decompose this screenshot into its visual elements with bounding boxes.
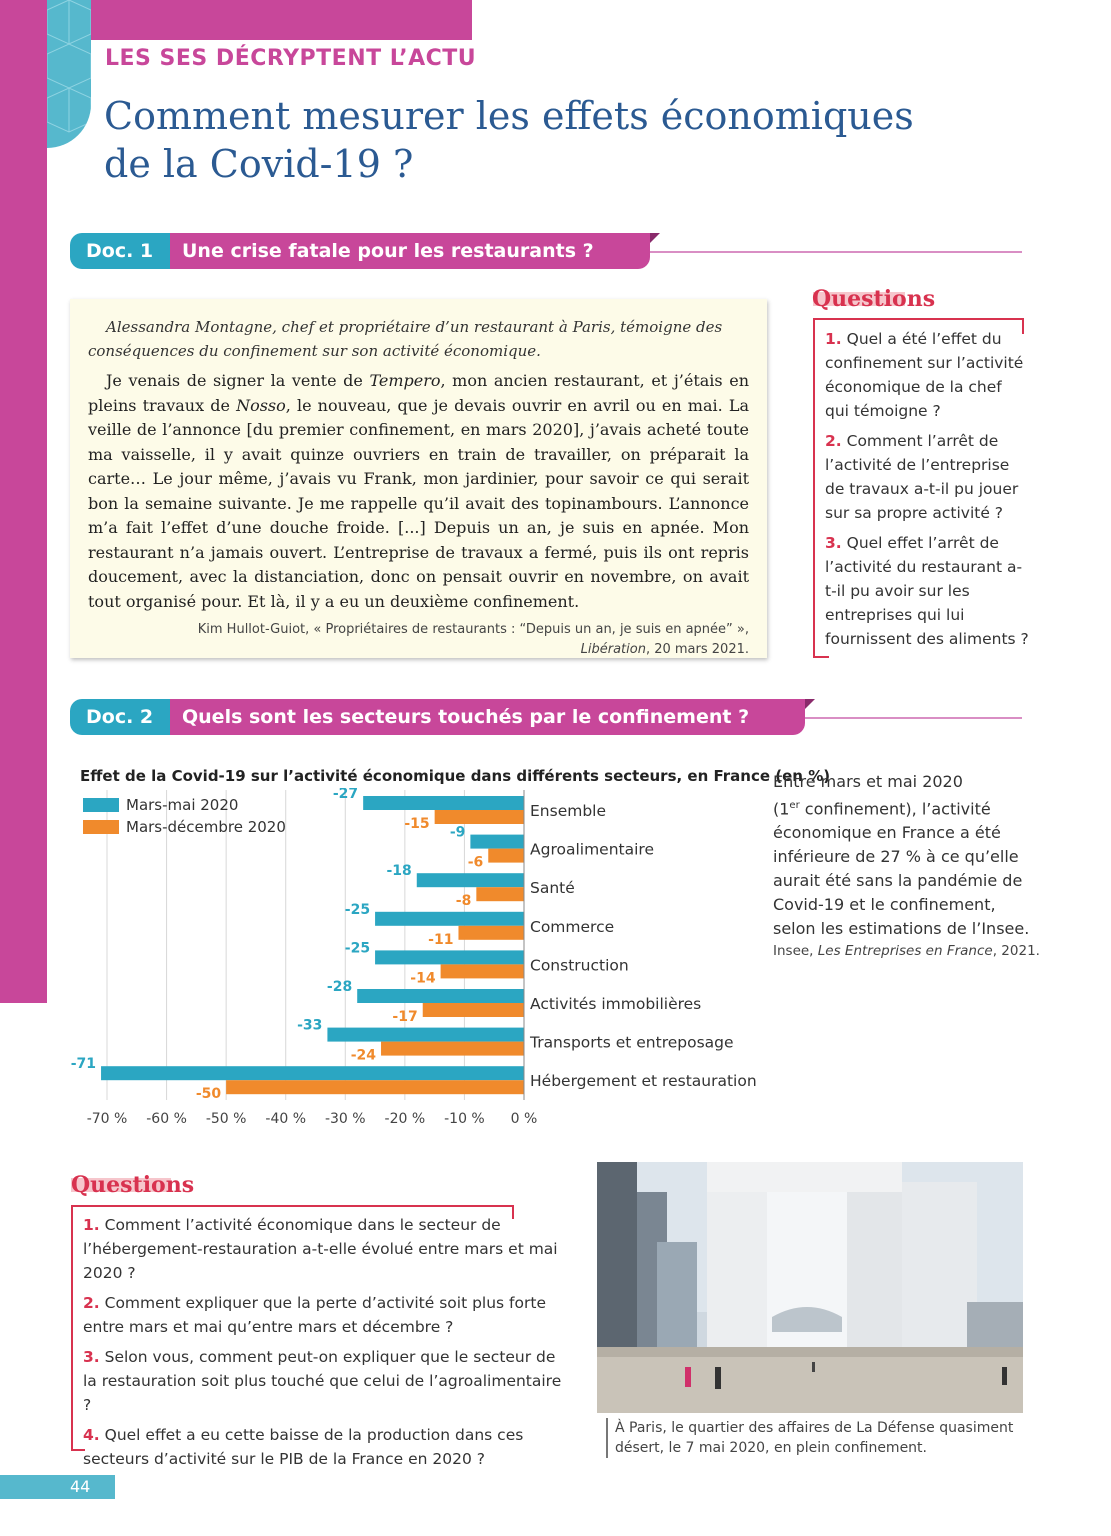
question-number: 2. xyxy=(83,1294,100,1312)
data-label: -11 xyxy=(428,931,454,948)
data-label: -27 xyxy=(332,788,359,802)
source-text: , 2021. xyxy=(992,943,1040,959)
hexagon-pattern-tab xyxy=(47,0,91,148)
data-label: -25 xyxy=(344,940,371,957)
legend-label: Mars-décembre 2020 xyxy=(126,818,286,836)
data-label: -28 xyxy=(326,979,353,995)
page-number: 44 xyxy=(70,1477,91,1496)
x-tick-label: -70 % xyxy=(86,1111,128,1127)
title-line-2: de la Covid-19 ? xyxy=(104,142,414,186)
source-journal: Libération xyxy=(580,642,646,657)
doc1-body xyxy=(88,369,749,614)
data-label: -8 xyxy=(455,893,472,910)
doc1-title: Une crise fatale pour les restaurants ? xyxy=(170,233,650,269)
doc1-rule xyxy=(650,251,1022,253)
question-item xyxy=(83,1291,563,1339)
bar xyxy=(381,1042,524,1056)
la-defense-photo xyxy=(597,1162,1023,1413)
question-item xyxy=(83,1213,563,1285)
bar xyxy=(357,989,524,1003)
aside-text: confinement), l’activité économique en France a été inférieure de 27 % à ce qu’elle aurait été sans la pandémie de Covid-19 et le confinement, selon les estimations de l’Insee. xyxy=(773,799,1030,939)
bar xyxy=(363,796,524,810)
questions-heading: Questions xyxy=(71,1172,195,1198)
doc2-title: Quels sont les secteurs touchés par le confinement ? xyxy=(170,699,805,735)
question-number: 3. xyxy=(83,1348,100,1366)
body-text: , le nouveau, que je devais ouvrir en avril ou en mai. La veille de l’annonce [du premier confinement, en mars 2020], j’avais acheté toute ma vaisselle, il y avait quinze ouvriers en train de travailler, on préparait la carte… Le jour même, j’avais vu Frank, mon jardinier, pour savoir ce qui serait bon la semaine suivante. Je me rappelle qu’il avait des topinambours. L’annonce m’a fait l’effet d’une douche froide. [...] Depuis un an, je suis en apnée. Mon restaurant n’a jamais ouvert. L’entreprise de travaux a fermé, puis ils ont repris doucement, avec la distanciation, donc on pensait ouvrir en novembre, on avait tout organisé pour. Et là, il y a eu un deuxième confinement. xyxy=(88,395,750,611)
question-number: 1. xyxy=(825,330,842,348)
x-tick-label: -50 % xyxy=(205,1111,247,1127)
question-item xyxy=(825,531,1030,651)
data-label: -6 xyxy=(467,854,484,871)
doc1-source xyxy=(88,620,749,660)
category-label: Activités immobilières xyxy=(530,995,702,1013)
questions2-list xyxy=(83,1213,563,1477)
bar xyxy=(375,912,524,926)
legend-swatch xyxy=(83,798,119,812)
bar xyxy=(441,964,524,978)
category-label: Commerce xyxy=(530,917,615,936)
body-text: , mon ancien restaurant, et j’étais en pleins travaux de xyxy=(88,371,749,415)
x-tick-label: -30 % xyxy=(324,1111,366,1127)
category-label: Hébergement et restauration xyxy=(530,1072,757,1091)
doc1-notch xyxy=(650,233,660,243)
bar xyxy=(476,887,524,901)
body-italic: Tempero xyxy=(369,371,441,390)
legend-label: Mars-mai 2020 xyxy=(126,796,239,814)
question-number: 3. xyxy=(825,534,842,552)
question-item xyxy=(83,1423,563,1471)
section-kicker: LES SES DÉCRYPTENT L’ACTU xyxy=(105,46,477,71)
category-label: Transports et entreposage xyxy=(530,1033,734,1052)
bar xyxy=(375,950,524,964)
aside-text: (1 xyxy=(773,799,790,819)
body-italic: Nosso xyxy=(236,395,286,415)
bar xyxy=(488,849,524,863)
bar xyxy=(458,926,524,940)
question-text: Quel effet a eu cette baisse de la production dans ces secteurs d’activité sur le PIB de la France en 2020 ? xyxy=(83,1426,524,1468)
question-item xyxy=(825,429,1030,525)
question-text: Selon vous, comment peut-on expliquer que le secteur de la restauration soit plus touché que celui de l’agroalimentaire ? xyxy=(83,1348,562,1414)
source-title: Les Entreprises en France xyxy=(817,943,993,959)
x-tick-label: -20 % xyxy=(384,1111,426,1127)
doc1-quote-box xyxy=(70,299,767,658)
x-tick-label: -60 % xyxy=(146,1111,187,1127)
data-label: -33 xyxy=(297,1017,323,1034)
data-label: -50 xyxy=(195,1086,222,1103)
question-text: Quel effet l’arrêt de l’activité du restaurant a-t-il pu avoir sur les entreprises qui lui fournissent des aliments ? xyxy=(825,534,1029,648)
data-label: -71 xyxy=(70,1056,97,1073)
bar xyxy=(423,1003,524,1017)
question-text: Comment l’arrêt de l’activité de l’entreprise de travaux a-t-il pu jouer sur sa propre activité ? xyxy=(825,432,1019,522)
aside-line: Entre mars et mai 2020 xyxy=(773,772,963,791)
aside-source xyxy=(773,943,1040,959)
data-label: -18 xyxy=(386,863,412,880)
bar xyxy=(417,873,524,887)
x-tick-label: 0 % xyxy=(510,1111,538,1127)
questions1-box xyxy=(813,318,1029,658)
question-item xyxy=(83,1345,563,1417)
x-tick-label: -40 % xyxy=(265,1111,307,1127)
bar xyxy=(327,1028,524,1042)
source-text: Insee, xyxy=(773,943,818,959)
data-label: -24 xyxy=(350,1047,377,1064)
legend-swatch xyxy=(83,820,119,834)
doc2-header xyxy=(70,699,1025,735)
title-line-1: Comment mesurer les effets économiques xyxy=(104,94,914,138)
data-label: -17 xyxy=(392,1009,418,1025)
bar xyxy=(101,1066,524,1080)
category-label: Ensemble xyxy=(530,802,607,820)
doc2-label: Doc. 2 xyxy=(70,699,170,735)
doc1-intro: Alessandra Montagne, chef et propriétaire d’un restaurant à Paris, témoigne des conséquences du confinement sur son activité économique. xyxy=(88,318,723,360)
bar xyxy=(226,1080,524,1094)
category-label: Agroalimentaire xyxy=(530,840,654,859)
bar xyxy=(470,835,524,849)
source-date: , 20 mars 2021. xyxy=(645,642,749,657)
questions1-list xyxy=(825,327,1030,657)
data-label: -9 xyxy=(449,824,466,841)
doc2-aside-text xyxy=(773,770,1033,941)
bar-chart xyxy=(70,788,770,1133)
data-label: -15 xyxy=(404,816,430,832)
chart-title: Effet de la Covid-19 sur l’activité économique dans différents secteurs, en France (en %) xyxy=(80,767,831,785)
questions2-left-rule xyxy=(71,1205,73,1451)
page-title xyxy=(104,92,1004,188)
photo-caption: À Paris, le quartier des affaires de La Défense quasiment désert, le 7 mai 2020, en plein confinement. xyxy=(606,1418,1025,1458)
aside-paragraph xyxy=(773,794,1033,941)
doc1-label: Doc. 1 xyxy=(70,233,170,269)
data-label: -25 xyxy=(344,901,371,918)
bar xyxy=(435,810,524,824)
source-line-2 xyxy=(88,640,749,660)
data-label: -14 xyxy=(410,970,436,987)
questions1-top-rule xyxy=(815,318,1023,320)
doc2-rule xyxy=(805,717,1022,719)
doc1-header xyxy=(70,233,1025,269)
question-number: 1. xyxy=(83,1216,100,1234)
question-text: Quel a été l’effet du confinement sur l’activité économique de la chef qui témoigne ? xyxy=(825,330,1024,420)
page-number-band xyxy=(0,1475,115,1499)
questions-heading: Questions xyxy=(812,286,936,312)
question-item xyxy=(825,327,1030,423)
left-color-band xyxy=(0,0,47,1003)
x-tick-label: -10 % xyxy=(444,1111,485,1127)
question-number: 4. xyxy=(83,1426,100,1444)
source-line: Kim Hullot-Guiot, « Propriétaires de restaurants : “Depuis un an, je suis en apnée” », xyxy=(197,622,749,637)
body-text: Je venais de signer la vente de xyxy=(106,371,370,390)
aside-superscript: er xyxy=(789,800,800,811)
doc2-notch xyxy=(805,699,815,709)
question-text: Comment l’activité économique dans le secteur de l’hébergement-restauration a-t-elle évolué entre mars et mai 2020 ? xyxy=(83,1216,558,1282)
questions2-top-rule xyxy=(71,1205,514,1207)
question-number: 2. xyxy=(825,432,842,450)
category-label: Santé xyxy=(530,879,575,898)
category-label: Construction xyxy=(530,956,629,975)
top-color-band xyxy=(47,0,472,40)
question-text: Comment expliquer que la perte d’activité soit plus forte entre mars et mai qu’entre mars et décembre ? xyxy=(83,1294,546,1336)
